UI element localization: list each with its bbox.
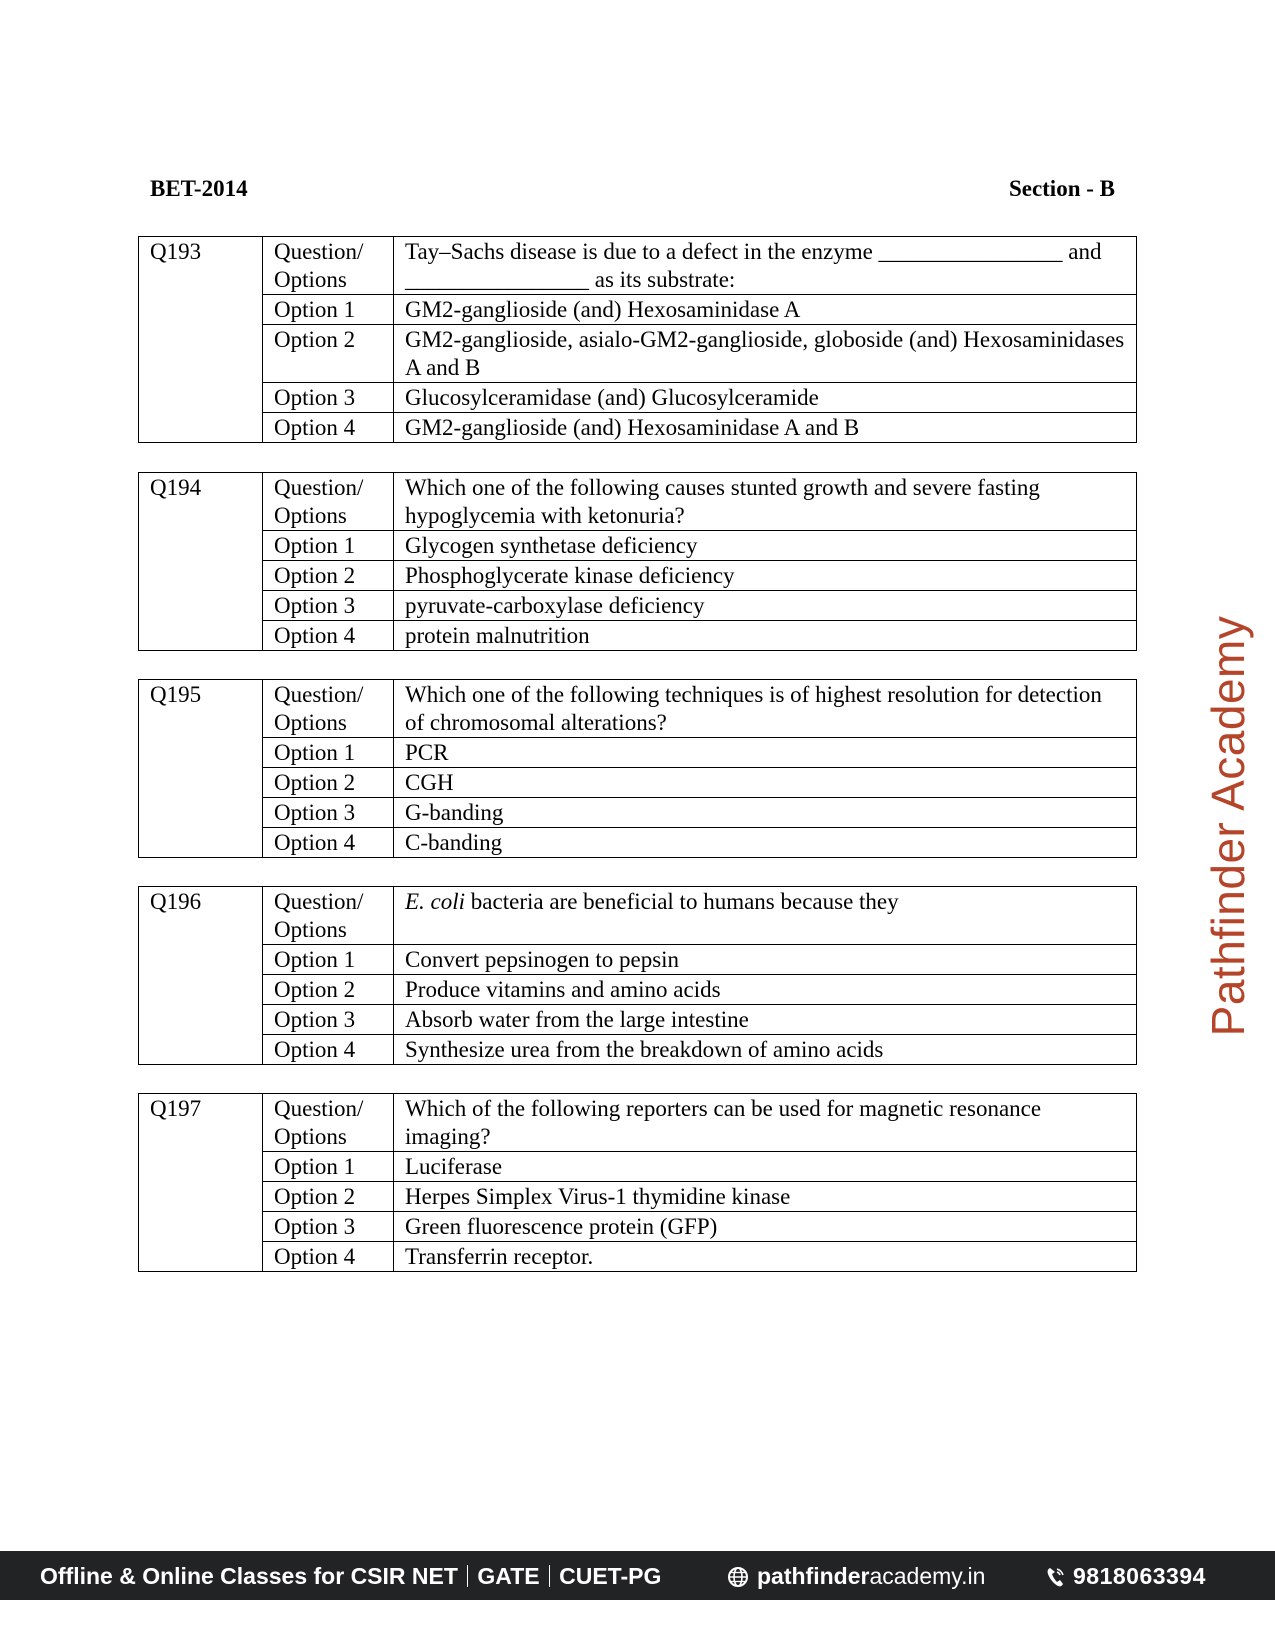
question-text: Which one of the following causes stunted growth and severe fasting hypoglycemia with ketonuria? xyxy=(394,473,1137,531)
footer-website[interactable] xyxy=(727,1563,985,1590)
option-text: Glycogen synthetase deficiency xyxy=(394,531,1137,561)
option-label: Option 2 xyxy=(263,325,394,383)
option-text: Transferrin receptor. xyxy=(394,1242,1137,1272)
footer-site-bold: pathfinder xyxy=(757,1563,870,1589)
option-label: Option 2 xyxy=(263,1182,394,1212)
option-label: Option 1 xyxy=(263,945,394,975)
option-label: Option 1 xyxy=(263,531,394,561)
footer-cuet: CUET-PG xyxy=(559,1563,662,1589)
option-text: C-banding xyxy=(394,828,1137,858)
option-label: Option 2 xyxy=(263,768,394,798)
option-label: Option 4 xyxy=(263,1035,394,1065)
question-table-q193 xyxy=(138,236,1137,443)
option-text: pyruvate-carboxylase deficiency xyxy=(394,591,1137,621)
option-label: Option 3 xyxy=(263,383,394,413)
option-text: Green fluorescence protein (GFP) xyxy=(394,1212,1137,1242)
exam-title: BET-2014 xyxy=(150,176,248,201)
question-label: Question/ Options xyxy=(263,680,394,738)
question-text xyxy=(394,887,1137,945)
question-text: Tay–Sachs disease is due to a defect in the enzyme ________________ and ________________ as its substrate: xyxy=(394,237,1137,295)
question-text-rest: bacteria are beneficial to humans because they xyxy=(465,889,899,914)
globe-icon xyxy=(727,1566,749,1588)
question-table-q196 xyxy=(138,886,1137,1065)
option-label: Option 3 xyxy=(263,1005,394,1035)
question-table-q197 xyxy=(138,1093,1137,1272)
footer-phone-number: 9818063394 xyxy=(1073,1563,1206,1589)
option-text: GM2-ganglioside (and) Hexosaminidase A and B xyxy=(394,413,1137,443)
section-label: Section - B xyxy=(1008,176,1115,201)
question-text: Which one of the following techniques is of highest resolution for detection of chromosomal alterations? xyxy=(394,680,1137,738)
question-table-q194 xyxy=(138,472,1137,651)
footer-site-light: academy.in xyxy=(869,1563,986,1589)
option-label: Option 4 xyxy=(263,1242,394,1272)
divider xyxy=(467,1565,469,1587)
footer-phone[interactable] xyxy=(1045,1563,1206,1590)
option-text: CGH xyxy=(394,768,1137,798)
option-text: Phosphoglycerate kinase deficiency xyxy=(394,561,1137,591)
option-label: Option 3 xyxy=(263,1212,394,1242)
option-label: Option 1 xyxy=(263,738,394,768)
option-label: Option 1 xyxy=(263,295,394,325)
phone-icon xyxy=(1045,1566,1065,1588)
question-table-q195 xyxy=(138,679,1137,858)
footer-classes-text: Offline & Online Classes for CSIR NET xyxy=(40,1563,458,1589)
option-text: Produce vitamins and amino acids xyxy=(394,975,1137,1005)
question-number: Q196 xyxy=(139,887,263,1065)
question-text-italic: E. coli xyxy=(405,889,466,914)
option-text: Absorb water from the large intestine xyxy=(394,1005,1137,1035)
question-number: Q197 xyxy=(139,1094,263,1272)
option-label: Option 2 xyxy=(263,975,394,1005)
option-text: GM2-ganglioside (and) Hexosaminidase A xyxy=(394,295,1137,325)
option-text: Luciferase xyxy=(394,1152,1137,1182)
watermark: Pathfinder Academy xyxy=(1202,615,1254,1037)
option-label: Option 1 xyxy=(263,1152,394,1182)
option-text: GM2-ganglioside, asialo-GM2-ganglioside, globoside (and) Hexosaminidases A and B xyxy=(394,325,1137,383)
option-label: Option 3 xyxy=(263,798,394,828)
question-text: Which of the following reporters can be used for magnetic resonance imaging? xyxy=(394,1094,1137,1152)
option-label: Option 2 xyxy=(263,561,394,591)
question-number: Q193 xyxy=(139,237,263,443)
question-label: Question/ Options xyxy=(263,473,394,531)
option-text: protein malnutrition xyxy=(394,621,1137,651)
question-label: Question/ Options xyxy=(263,237,394,295)
option-label: Option 3 xyxy=(263,591,394,621)
option-text: Herpes Simplex Virus-1 thymidine kinase xyxy=(394,1182,1137,1212)
divider xyxy=(549,1565,551,1587)
footer-banner xyxy=(0,1551,1275,1600)
footer-classes xyxy=(40,1563,661,1590)
option-text: G-banding xyxy=(394,798,1137,828)
question-number: Q195 xyxy=(139,680,263,858)
option-text: Synthesize urea from the breakdown of amino acids xyxy=(394,1035,1137,1065)
question-label: Question/ Options xyxy=(263,1094,394,1152)
option-label: Option 4 xyxy=(263,413,394,443)
option-text: Convert pepsinogen to pepsin xyxy=(394,945,1137,975)
footer-gate: GATE xyxy=(477,1563,540,1589)
option-text: PCR xyxy=(394,738,1137,768)
option-label: Option 4 xyxy=(263,621,394,651)
option-text: Glucosylceramidase (and) Glucosylceramide xyxy=(394,383,1137,413)
question-label: Question/ Options xyxy=(263,887,394,945)
option-label: Option 4 xyxy=(263,828,394,858)
question-number: Q194 xyxy=(139,473,263,651)
